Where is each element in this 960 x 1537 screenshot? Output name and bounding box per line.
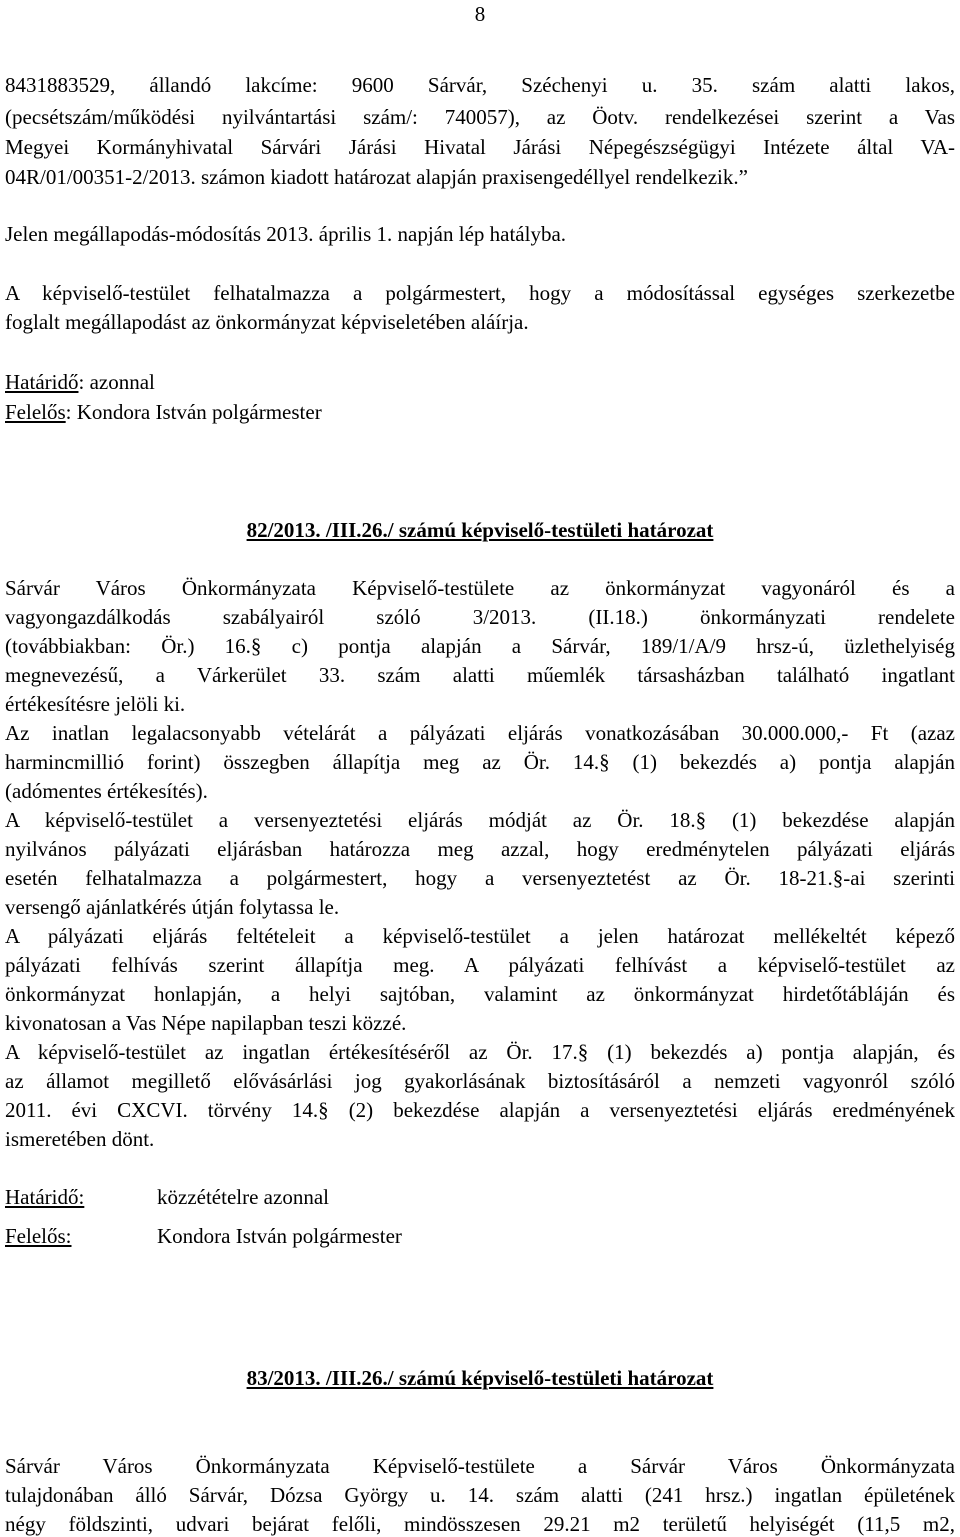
paragraph-line: Sárvár Város Önkormányzata Képviselő-testülete a Sárvár Város Önkormányzata bbox=[5, 1454, 955, 1478]
paragraph-line: versengő ajánlatkérés útján folytassa le. bbox=[5, 895, 340, 919]
paragraph-line: esetén felhatalmazza a polgármestert, hogy a versenyeztetést az Ör. 18-21.§-ai szerinti bbox=[5, 866, 955, 890]
responsible-value: : Kondora István polgármester bbox=[65, 400, 322, 424]
paragraph-line: ismeretében dönt. bbox=[5, 1127, 155, 1151]
effective-date: Jelen megállapodás-módosítás 2013. április 1. napján lép hatályba. bbox=[5, 222, 567, 246]
paragraph-line: nyilvános pályázati eljárásban határozza meg azzal, hogy eredménytelen pályázati eljárás bbox=[5, 837, 955, 861]
paragraph-line: A képviselő-testület felhatalmazza a polgármestert, hogy a módosítással egységes szerkezetbe bbox=[5, 281, 955, 305]
resolution-title: 82/2013. /III.26./ számú képviselő-testületi határozat bbox=[246, 518, 714, 542]
deadline-line bbox=[5, 1184, 955, 1210]
paragraph-line: (pecsétszám/működési nyilvántartási szám/: 740057), az Öotv. rendelkezései szerint a Vas bbox=[5, 105, 955, 129]
responsible-label: Felelős: bbox=[5, 1224, 72, 1248]
deadline-label: Határidő: bbox=[5, 1185, 85, 1209]
paragraph-line: A képviselő-testület a versenyeztetési eljárás módját az Ör. 18.§ (1) bekezdése alapján bbox=[5, 808, 955, 832]
paragraph-line: Az inatlan legalacsonyabb vételárát a pályázati eljárás vonatkozásában 30.000.000,- Ft (azaz bbox=[5, 721, 955, 745]
paragraph-line: vagyongazdálkodás szabályairól szóló 3/2013. (II.18.) önkormányzati rendelete bbox=[5, 605, 955, 629]
paragraph-line: megnevezésű, a Várkerület 33. szám alatti műemlék társasházban található ingatlant bbox=[5, 663, 955, 687]
paragraph-line: négy földszinti, udvari bejárat felőli, mindösszesen 29.21 m2 területű helyiségét (11,5 m2, bbox=[5, 1512, 955, 1536]
responsible-line bbox=[5, 399, 955, 425]
deadline-value: : azonnal bbox=[78, 370, 155, 394]
deadline-label: Határidő bbox=[5, 370, 79, 394]
paragraph-line: A képviselő-testület az ingatlan értékesítéséről az Ör. 17.§ (1) bekezdés a) pontja alapján, és bbox=[5, 1040, 955, 1064]
paragraph-line: tulajdonában álló Sárvár, Dózsa György u. 14. szám alatti (241 hrsz.) ingatlan épületének bbox=[5, 1483, 955, 1507]
responsible-label: Felelős bbox=[5, 400, 66, 424]
responsible-line bbox=[5, 1223, 955, 1249]
deadline-value: közzétételre azonnal bbox=[157, 1185, 329, 1209]
paragraph-line: A pályázati eljárás feltételeit a képviselő-testület a jelen határozat mellékeltét képező bbox=[5, 924, 955, 948]
paragraph-line: értékesítésre jelöli ki. bbox=[5, 692, 186, 716]
resolution-title: 83/2013. /III.26./ számú képviselő-testületi határozat bbox=[246, 1366, 714, 1390]
paragraph-line: Sárvár Város Önkormányzata Képviselő-testülete az önkormányzat vagyonáról és a bbox=[5, 576, 955, 600]
page-number: 8 bbox=[474, 2, 486, 26]
deadline-line bbox=[5, 369, 955, 395]
paragraph-line: Megyei Kormányhivatal Sárvári Járási Hivatal Járási Népegészségügyi Intézete által VA- bbox=[5, 135, 955, 159]
paragraph-line: az államot megillető elővásárlási jog gyakorlásának biztosításáról a nemzeti vagyonról szóló bbox=[5, 1069, 955, 1093]
paragraph-line: 04R/01/00351-2/2013. számon kiadott határozat alapján praxisengedéllyel rendelkezik.” bbox=[5, 165, 748, 189]
paragraph-line: foglalt megállapodást az önkormányzat képviseletében aláírja. bbox=[5, 310, 529, 334]
paragraph-line: harmincmillió forint) összegben állapítja meg az Ör. 14.§ (1) bekezdés a) pontja alapján bbox=[5, 750, 955, 774]
paragraph-line: 8431883529, állandó lakcíme: 9600 Sárvár, Széchenyi u. 35. szám alatti lakos, bbox=[5, 73, 955, 97]
paragraph-line: 2011. évi CXCVI. törvény 14.§ (2) bekezdése alapján a versenyeztetési eljárás eredményének bbox=[5, 1098, 955, 1122]
responsible-value: Kondora István polgármester bbox=[157, 1224, 402, 1248]
paragraph-line: önkormányzat honlapján, a helyi sajtóban, valamint az önkormányzat hirdetőtábláján és bbox=[5, 982, 955, 1006]
paragraph-line: (adómentes értékesítés). bbox=[5, 779, 208, 803]
paragraph-line: kivonatosan a Vas Népe napilapban teszi közzé. bbox=[5, 1011, 407, 1035]
paragraph-line: pályázati felhívás szerint állapítja meg. A pályázati felhívást a képviselő-testület az bbox=[5, 953, 955, 977]
paragraph-line: (továbbiakban: Ör.) 16.§ c) pontja alapján a Sárvár, 189/1/A/9 hrsz-ú, üzlethelyiség bbox=[5, 634, 955, 658]
